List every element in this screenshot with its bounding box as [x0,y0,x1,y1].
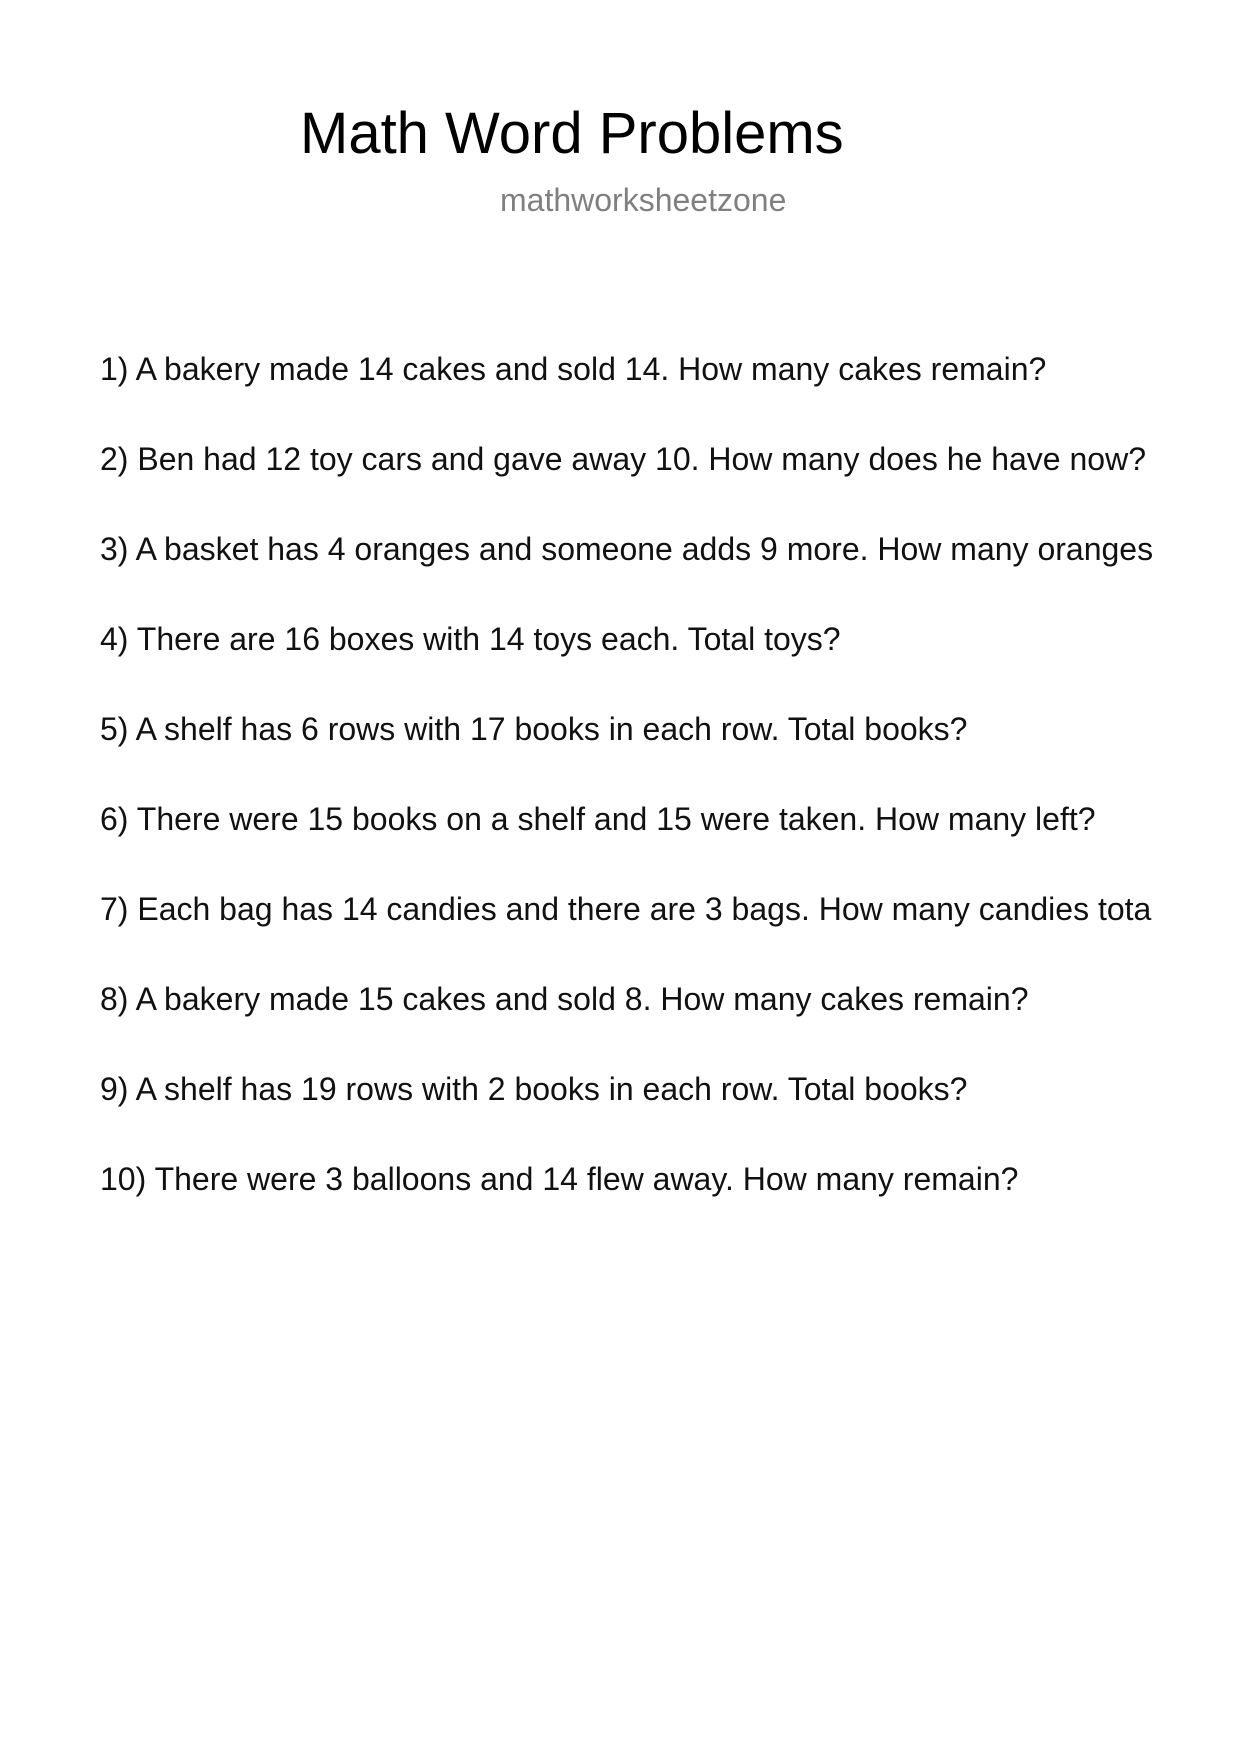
problem-item-4: 4) There are 16 boxes with 14 toys each. Total toys? [100,621,841,657]
page-title: Math Word Problems [300,101,844,166]
problem-item-8: 8) A bakery made 15 cakes and sold 8. How many cakes remain? [100,981,1029,1017]
problem-item-7: 7) Each bag has 14 candies and there are 3 bags. How many candies tota [100,891,1152,927]
problem-item-9: 9) A shelf has 19 rows with 2 books in each row. Total books? [100,1071,968,1107]
problem-item-3: 3) A basket has 4 oranges and someone adds 9 more. How many oranges [100,531,1154,567]
problem-item-10: 10) There were 3 balloons and 14 flew away. How many remain? [100,1161,1019,1197]
problem-item-2: 2) Ben had 12 toy cars and gave away 10. How many does he have now? [100,441,1146,477]
problem-item-6: 6) There were 15 books on a shelf and 15 were taken. How many left? [100,801,1096,837]
source-subtitle: mathworksheetzone [500,182,787,218]
problem-item-1: 1) A bakery made 14 cakes and sold 14. How many cakes remain? [100,351,1047,387]
problem-item-5: 5) A shelf has 6 rows with 17 books in each row. Total books? [100,711,968,747]
problem-list [100,349,1240,1249]
